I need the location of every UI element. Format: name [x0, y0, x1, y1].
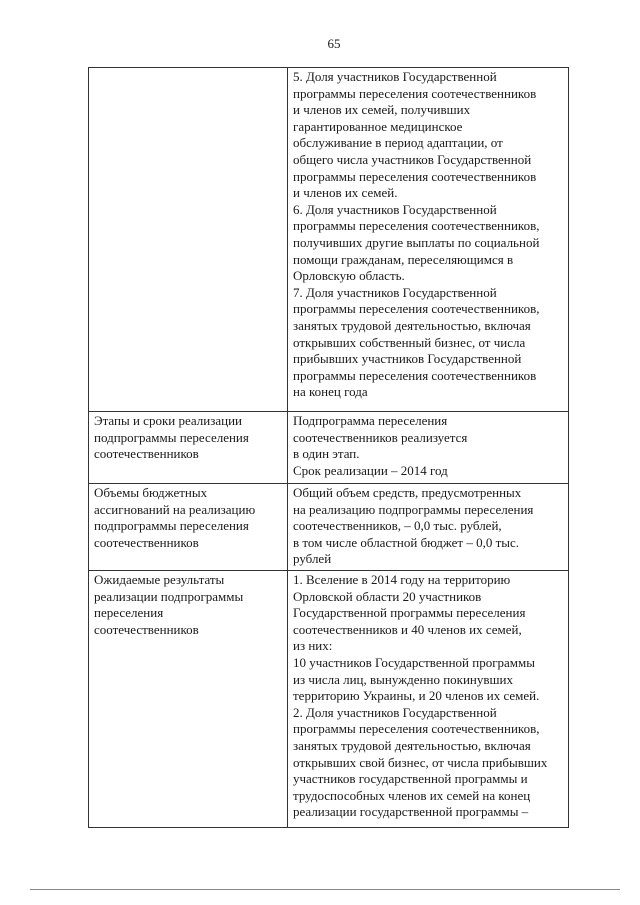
- footer-rule: [30, 889, 620, 890]
- text-line: гарантированное медицинское: [293, 118, 463, 134]
- row-label-cell: [89, 484, 288, 571]
- text-line: соотечественников реализуется: [293, 429, 468, 445]
- text-line: на конец года: [293, 384, 368, 400]
- text-line: обслуживание в период адаптации, от: [293, 135, 503, 151]
- text-line: участников государственной программы и: [293, 771, 528, 787]
- text-line: получивших другие выплаты по социальной: [293, 234, 540, 250]
- text-line: Срок реализации – 2014 год: [293, 462, 448, 478]
- text-line: программы переселения соотечественников,: [293, 301, 540, 317]
- text-line: 1. Вселение в 2014 году на территорию: [293, 572, 511, 587]
- text-line: 2. Доля участников Государственной: [293, 704, 497, 720]
- text-line: из числа лиц, вынужденно покинувших: [293, 671, 513, 687]
- text-line: трудоспособных членов их семей на конец: [293, 787, 531, 803]
- row-label-cell: [89, 571, 288, 828]
- text-line: подпрограммы переселения: [94, 429, 249, 445]
- text-line: соотечественников, – 0,0 тыс. рублей,: [293, 518, 502, 534]
- text-line: программы переселения соотечественников: [293, 85, 537, 101]
- text-line: прибывших участников Государственной: [293, 351, 522, 367]
- text-line: реализации подпрограммы: [94, 588, 244, 604]
- text-line: занятых трудовой деятельностью, включая: [293, 737, 531, 753]
- row-content-cell: [288, 484, 569, 571]
- text-line: общего числа участников Государственной: [293, 151, 532, 167]
- text-line: Ожидаемые результаты: [94, 572, 225, 587]
- text-line: 6. Доля участников Государственной: [293, 201, 497, 217]
- passport-table: [88, 67, 569, 828]
- table-row: [89, 484, 569, 571]
- text-line: открывших собственный бизнес, от числа: [293, 334, 526, 350]
- table-row: [89, 412, 569, 484]
- text-line: программы переселения соотечественников: [293, 367, 537, 383]
- text-line: помощи гражданам, переселяющимся в: [293, 251, 514, 267]
- text-line: занятых трудовой деятельностью, включая: [293, 317, 531, 333]
- text-line: соотечественников: [94, 621, 199, 637]
- text-line: программы переселения соотечественников,: [293, 721, 540, 737]
- text-line: в том числе областной бюджет – 0,0 тыс.: [293, 534, 520, 550]
- text-line: Государственной программы переселения: [293, 605, 526, 621]
- text-line: открывших свой бизнес, от числа прибывших: [293, 754, 548, 770]
- row-content-cell: [288, 68, 569, 412]
- text-line: 10 участников Государственной программы: [293, 654, 535, 670]
- text-line: программы переселения соотечественников,: [293, 218, 540, 234]
- text-line: из них:: [293, 638, 333, 654]
- text-line: и членов их семей, получивших: [293, 102, 471, 118]
- text-line: Общий объем средств, предусмотренных: [293, 485, 522, 500]
- row-content-cell: [288, 412, 569, 484]
- text-line: ассигнований на реализацию: [94, 501, 256, 517]
- text-line: соотечественников и 40 членов их семей,: [293, 621, 522, 637]
- text-line: рублей: [293, 551, 332, 567]
- row-content-cell: [288, 571, 569, 828]
- table-row: [89, 68, 569, 412]
- text-line: программы переселения соотечественников: [293, 168, 537, 184]
- text-line: и членов их семей.: [293, 185, 398, 201]
- text-line: в один этап.: [293, 446, 360, 462]
- page-number: 65: [327, 36, 341, 51]
- text-line: Подпрограмма переселения: [293, 413, 448, 428]
- text-line: Орловской области 20 участников: [293, 588, 482, 604]
- table-row: [89, 571, 569, 828]
- text-line: 5. Доля участников Государственной: [293, 69, 497, 84]
- text-line: соотечественников: [94, 446, 199, 462]
- text-line: соотечественников: [94, 534, 199, 550]
- text-line: на реализацию подпрограммы переселения: [293, 501, 534, 517]
- row-label-cell: [89, 412, 288, 484]
- text-line: переселения: [94, 605, 164, 621]
- text-line: территорию Украины, и 20 членов их семей.: [293, 688, 540, 704]
- row-label-cell: [89, 68, 288, 412]
- text-line: 7. Доля участников Государственной: [293, 284, 497, 300]
- text-line: реализации государственной программы –: [293, 804, 529, 820]
- text-line: подпрограммы переселения: [94, 518, 249, 534]
- text-line: Орловскую область.: [293, 268, 405, 284]
- text-line: Этапы и сроки реализации: [94, 413, 242, 428]
- text-line: Объемы бюджетных: [94, 485, 208, 500]
